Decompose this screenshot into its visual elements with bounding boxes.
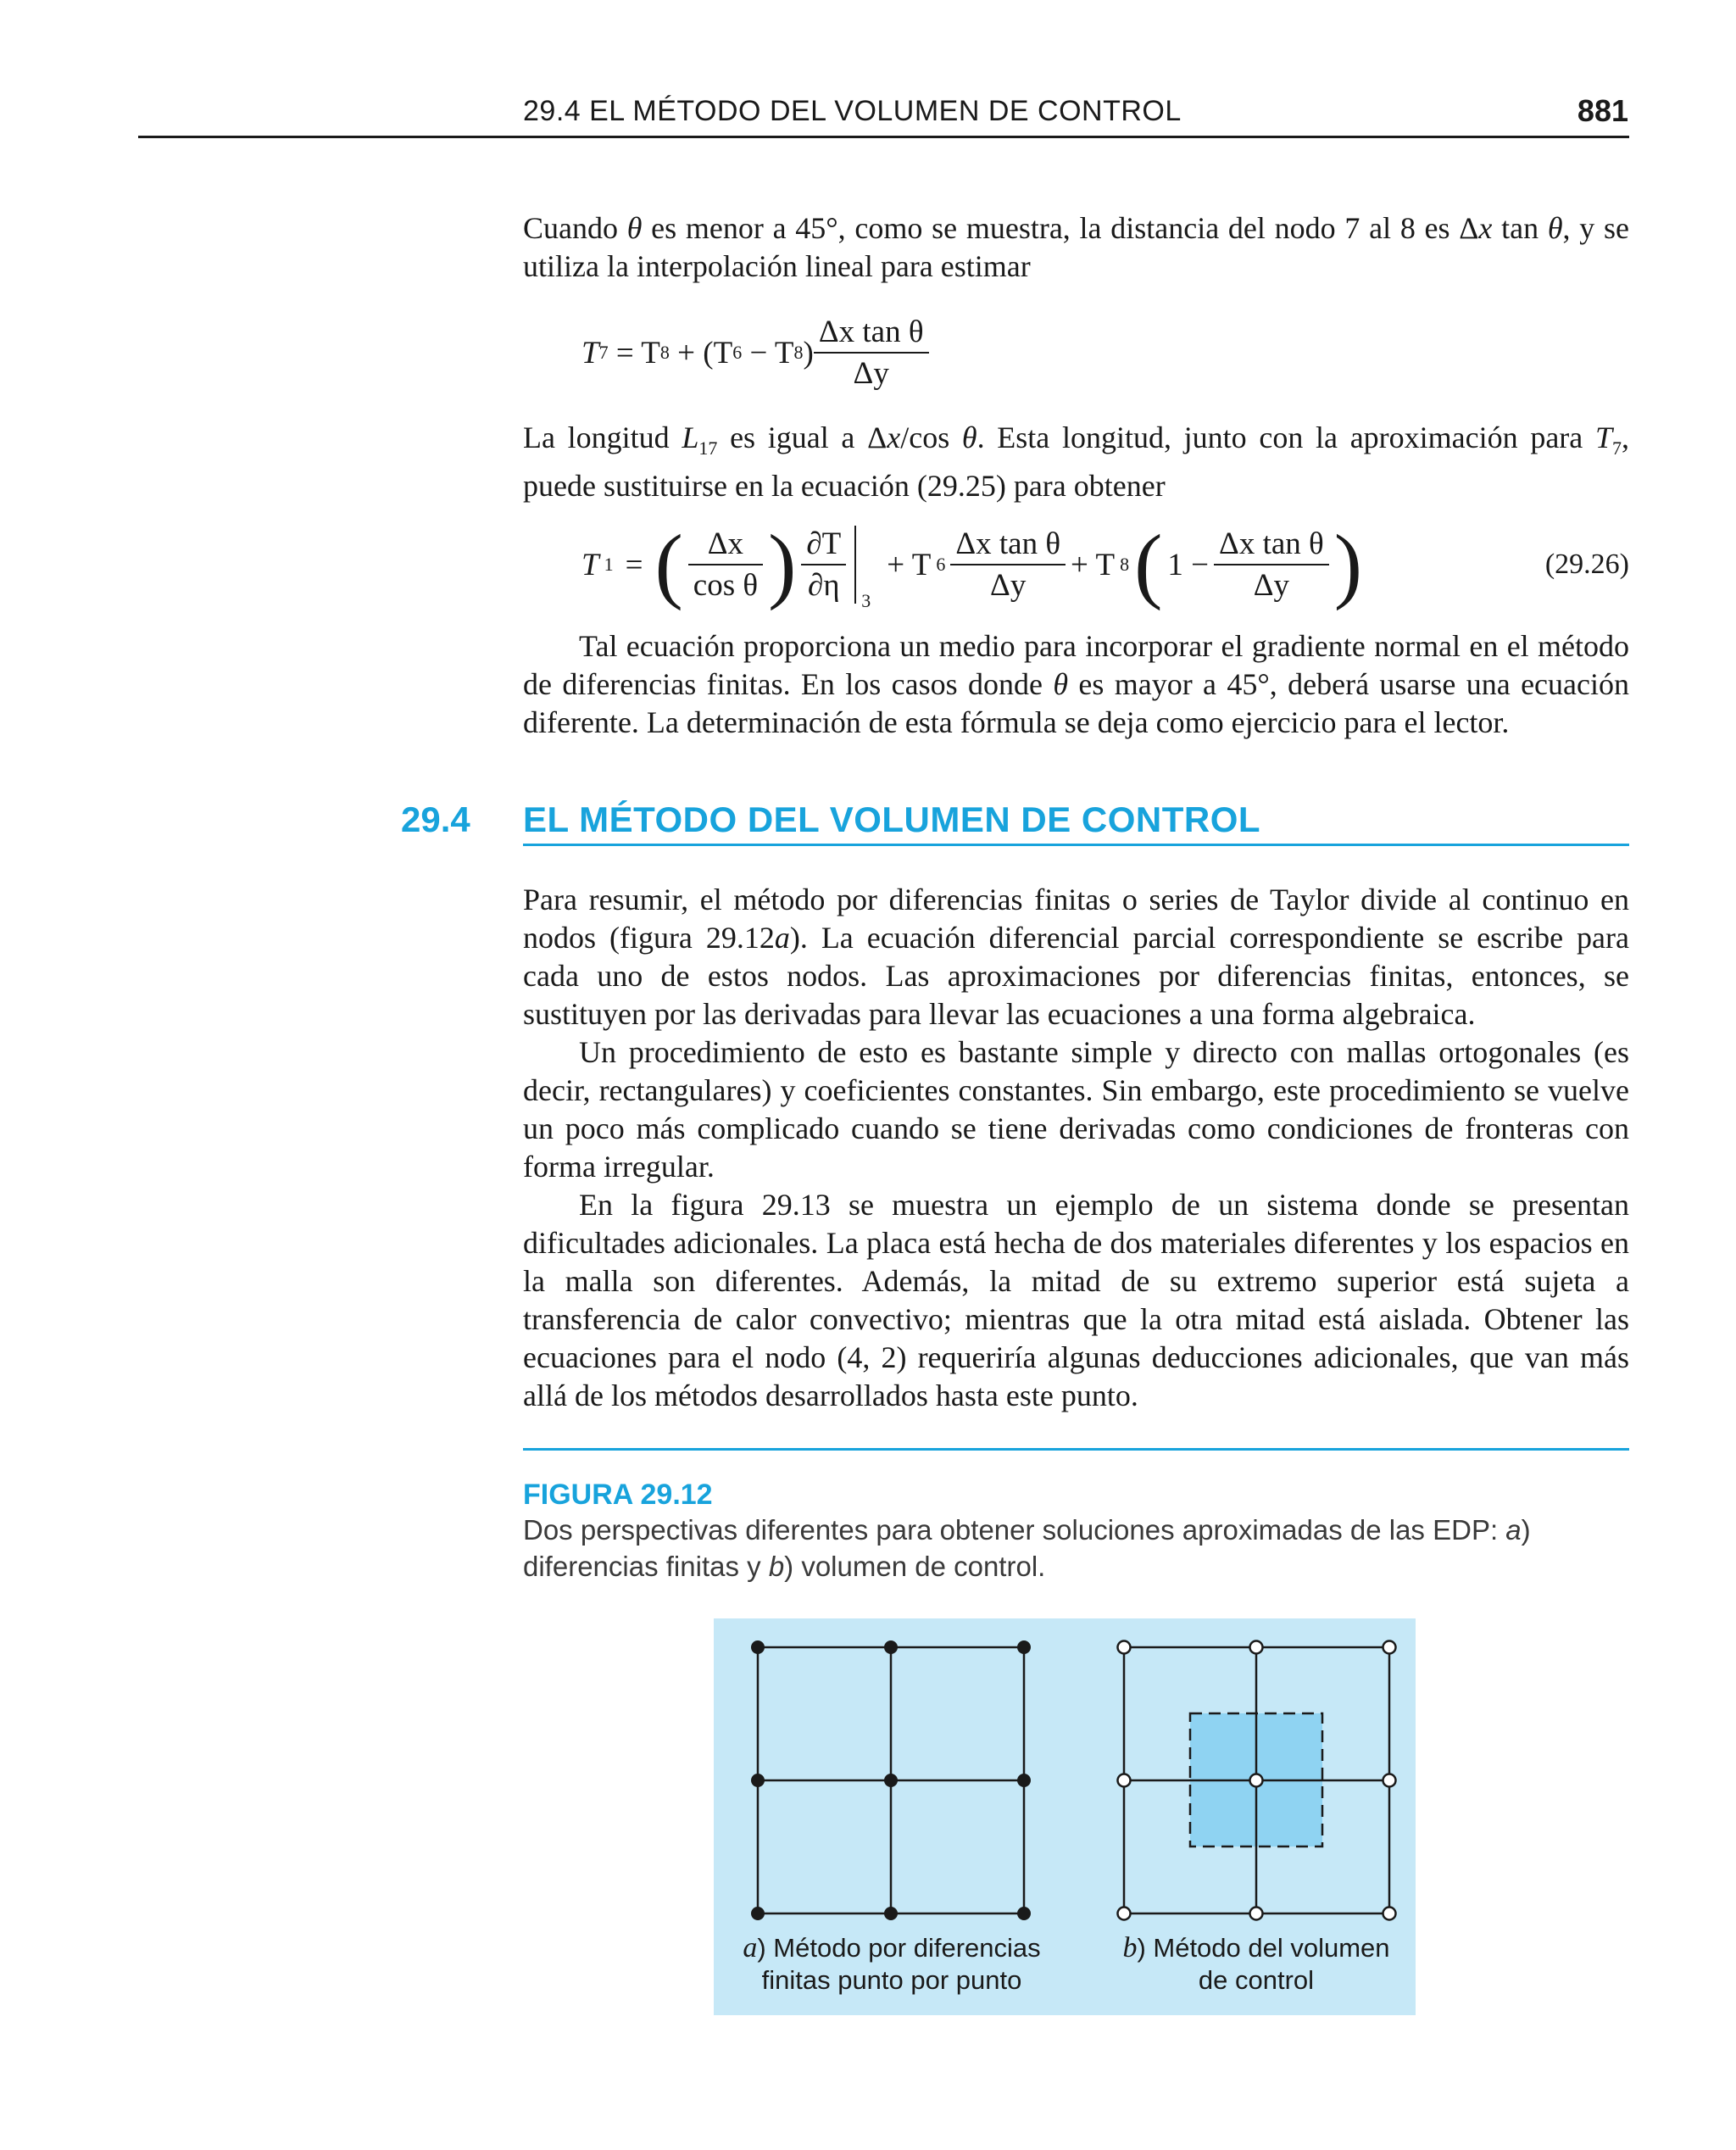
fd-node (1017, 1774, 1031, 1787)
header-rule (138, 136, 1629, 138)
section-rule (523, 844, 1629, 846)
fd-node (884, 1774, 898, 1787)
subcaption-a: a) Método por diferencias finitas punto por punto (743, 1932, 1041, 1995)
cv-node (1118, 1641, 1131, 1654)
paragraph-summary: Para resumir, el método por diferencias finitas o series de Taylor divide al continuo en nodos (figura 29.12a). La ecuación diferencial parcial correspondiente se escribe para cada uno de estos nodos. Las aproximaciones por diferencias finitas, entonces, se sustituyen por las derivadas para llevar las ecuaciones a una forma algebraica. (523, 883, 1629, 1031)
fd-node (1017, 1640, 1031, 1654)
section-title: EL MÉTODO DEL VOLUMEN DE CONTROL (523, 799, 1261, 839)
cv-node (1383, 1641, 1396, 1654)
paragraph-normal-gradient: Tal ecuación proporciona un medio para incorporar el gradiente normal en el método de diferencias finitas. En los casos donde θ es mayor a 45°, deberá usarse una ecuación diferente. La determinación de esta fórmula se deja como ejercicio para el lector. (523, 629, 1629, 739)
figure-rule (523, 1448, 1629, 1451)
figure-caption: Dos perspectivas diferentes para obtener soluciones aproximadas de las EDP: a) diferencias finitas y b) volumen de control. (523, 1514, 1531, 1582)
paragraph-example-system: En la figura 29.13 se muestra un ejemplo de un sistema donde se presentan dificultades adicionales. La placa está hecha de dos materiales diferentes y los espacios en la malla son diferentes. Además, la mitad de su extremo superior está sujeta a transferencia de calor convectivo; mientras que la otra mitad está aislada. Obtener las ecuaciones para el nodo (4, 2) requeriría algunas deducciones adicionales, que van más allá de los métodos desarrollados hasta este punto. (523, 1188, 1629, 1412)
cv-node (1250, 1641, 1263, 1654)
fd-node (884, 1907, 898, 1920)
equation-29-26: T 1 = ( $\frac{\Delta x}{\text{cos θ}}$ ) $\frac{\partial T}{\partial\eta}$ 3 + T 6 $\frac{\text{Δx tan θ}}{\Delta y}$ + T 8 ( 1 − $\frac{\text{Δx tan θ}}{\Delta y}$ ) (581, 517, 1363, 611)
cv-node (1118, 1774, 1131, 1787)
running-head: 29.4 EL MÉTODO DEL VOLUMEN DE CONTROL (523, 95, 1182, 127)
page-number: 881 (1577, 93, 1628, 128)
paragraph-length: La longitud $L_{17}$ es igual a Δx/cos θ. Esta longitud, junto con la aproximación para $T_7$, puede sustituirse en la ecuación (29.25) para obtener (523, 421, 1629, 504)
fraction-dx-tan-over-dy: $\frac{\text{Δx tan θ}}{\Delta y}$ (814, 314, 929, 392)
fd-node (884, 1640, 898, 1654)
fd-node (751, 1774, 765, 1787)
paragraph-orthogonal-mesh: Un procedimiento de esto es bastante simple y directo con mallas ortogonales (es decir, rectangulares) y coeficientes constantes. Sin embargo, este procedimiento se vuelve un poco más complicado cuando se tiene derivadas como condiciones de fronteras con forma irregular. (523, 1035, 1629, 1184)
fd-node (751, 1907, 765, 1920)
cv-node (1250, 1908, 1263, 1920)
fd-node (1017, 1907, 1031, 1920)
cv-node (1118, 1908, 1131, 1920)
fd-node (751, 1640, 765, 1654)
equation-number: (29.26) (1544, 549, 1629, 580)
cv-node (1383, 1774, 1396, 1787)
figure-label: FIGURA 29.12 (523, 1479, 713, 1511)
cv-node (1250, 1774, 1263, 1787)
equation-t7: T 7 = T 8 + (T 6 − T 8 ) $\frac{\text{Δx tan θ}}{\Delta y}$ (581, 310, 929, 395)
section-number: 29.4 (401, 799, 470, 839)
paragraph-intro: Cuando θ es menor a 45°, como se muestra, la distancia del nodo 7 al 8 es Δx tan θ, y se utiliza la interpolación lineal para estimar (523, 211, 1629, 283)
cv-node (1383, 1908, 1396, 1920)
figure-panel (714, 1618, 1416, 2015)
subcaption-b: b) Método del volumen de control (1122, 1932, 1390, 1995)
